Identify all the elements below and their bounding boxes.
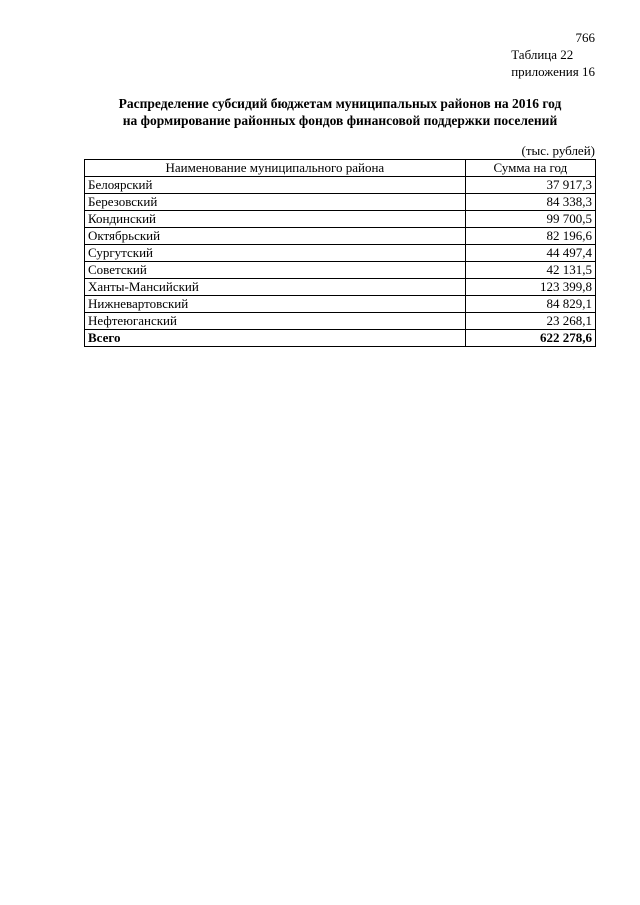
total-sum: 622 278,6 bbox=[465, 330, 595, 347]
table-row bbox=[85, 228, 596, 245]
table-row bbox=[85, 296, 596, 313]
district-sum: 23 268,1 bbox=[465, 313, 595, 330]
table-row bbox=[85, 211, 596, 228]
district-sum: 42 131,5 bbox=[465, 262, 595, 279]
district-sum: 84 829,1 bbox=[465, 296, 595, 313]
district-sum: 84 338,3 bbox=[465, 194, 595, 211]
title-line-2: на формирование районных фондов финансовой поддержки поселений bbox=[122, 113, 558, 128]
total-label: Всего bbox=[85, 330, 466, 347]
district-sum: 37 917,3 bbox=[465, 177, 595, 194]
district-name: Белоярский bbox=[85, 177, 466, 194]
district-sum: 82 196,6 bbox=[465, 228, 595, 245]
table-row bbox=[85, 279, 596, 296]
table-row bbox=[85, 177, 596, 194]
district-sum: 44 497,4 bbox=[465, 245, 595, 262]
district-name: Кондинский bbox=[85, 211, 466, 228]
title-line-1: Распределение субсидий бюджетам муниципальных районов на 2016 год bbox=[118, 96, 562, 111]
district-name: Советский bbox=[85, 262, 466, 279]
subsidy-table bbox=[84, 159, 596, 347]
district-name: Нижневартовский bbox=[85, 296, 466, 313]
district-name: Березовский bbox=[85, 194, 466, 211]
units-label: (тыс. рублей) bbox=[521, 143, 595, 158]
column-header-district: Наименование муниципального района bbox=[85, 160, 466, 177]
page-number: 766 bbox=[575, 30, 595, 45]
district-name: Октябрьский bbox=[85, 228, 466, 245]
table-reference bbox=[511, 46, 595, 80]
column-header-sum: Сумма на год bbox=[465, 160, 595, 177]
table-row bbox=[85, 245, 596, 262]
table-row bbox=[85, 194, 596, 211]
table-row bbox=[85, 313, 596, 330]
district-sum: 99 700,5 bbox=[465, 211, 595, 228]
document-title bbox=[85, 95, 595, 129]
district-name: Нефтеюганский bbox=[85, 313, 466, 330]
table-header-row bbox=[85, 160, 596, 177]
table-row bbox=[85, 262, 596, 279]
table-reference-line-1: Таблица 22 bbox=[511, 47, 574, 62]
district-name: Ханты-Мансийский bbox=[85, 279, 466, 296]
district-sum: 123 399,8 bbox=[465, 279, 595, 296]
table-total-row bbox=[85, 330, 596, 347]
table-reference-line-2: приложения 16 bbox=[511, 64, 595, 79]
district-name: Сургутский bbox=[85, 245, 466, 262]
